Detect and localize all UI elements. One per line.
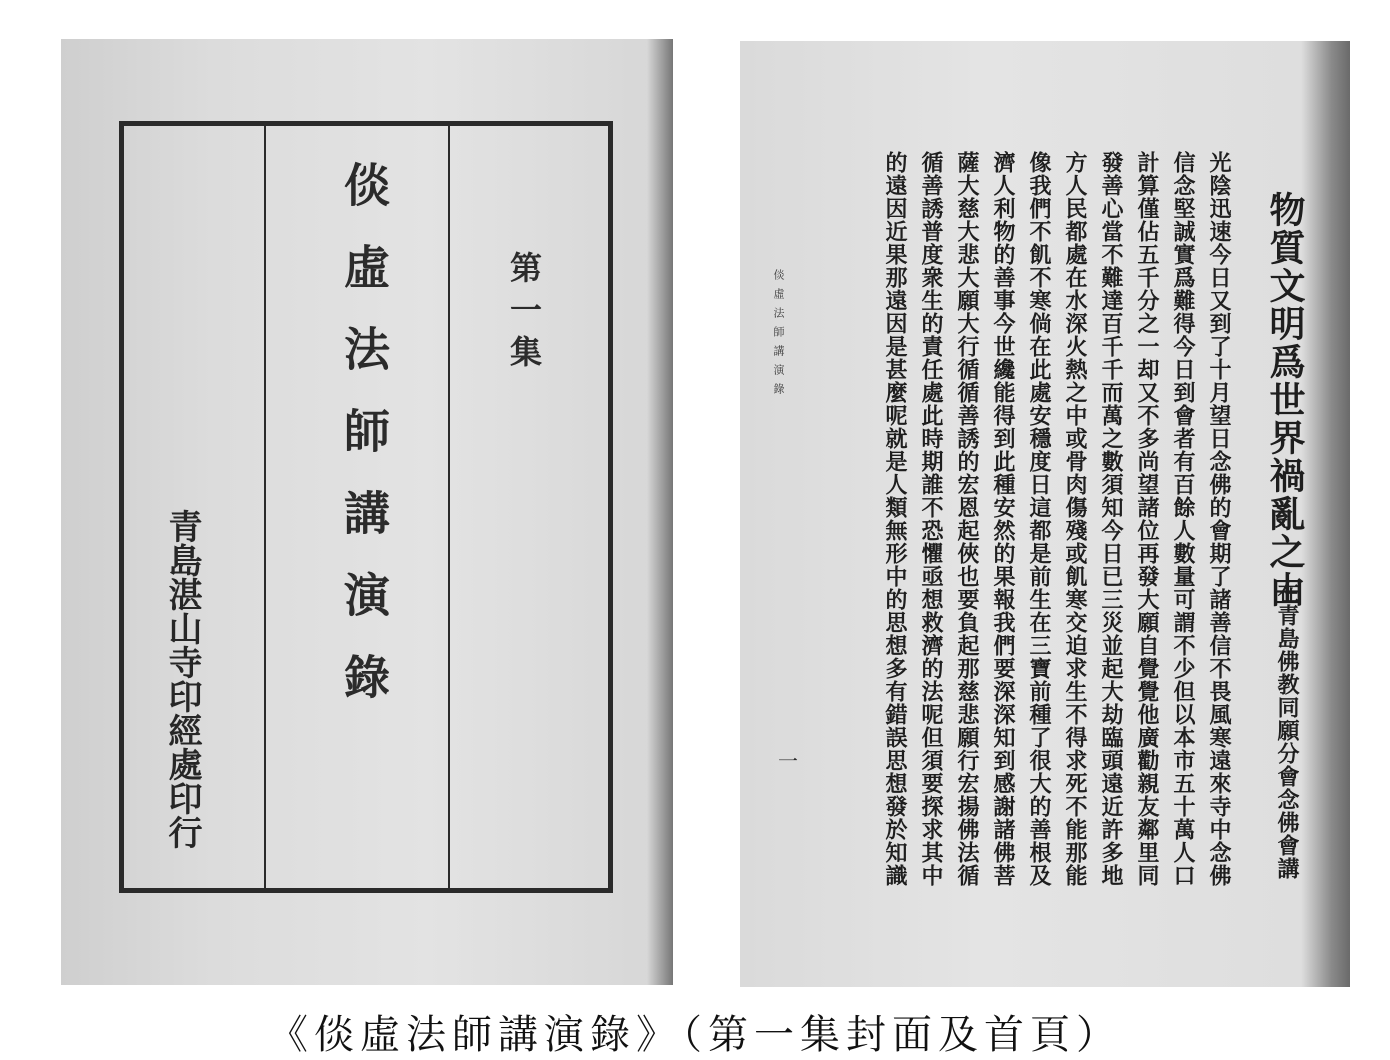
cover-divider-right bbox=[448, 126, 450, 888]
body-column: 信念堅誠實爲難得今日到會者有百餘人數量可謂不少但以本市五十萬人口 bbox=[1170, 151, 1196, 887]
cover-page bbox=[61, 39, 673, 985]
cover-title: 倓虛法師講演錄 bbox=[337, 161, 391, 735]
figure-caption: 《倓虛法師講演錄》（第一集封面及首頁） bbox=[268, 1012, 1122, 1058]
article-heading-subtitle: 在青島佛教同願分會念佛會講 bbox=[1274, 581, 1300, 880]
article-heading: 物質文明爲世界禍亂之由 bbox=[1264, 191, 1306, 609]
body-column: 循善誘普度衆生的責任處此時期誰不恐懼亟想救濟的法呢但須要探求其中 bbox=[918, 151, 944, 887]
body-column: 薩大慈大悲大願大行循循善誘的宏恩起俠也要負起那慈悲願行宏揚佛法循 bbox=[954, 151, 980, 887]
body-column: 濟人利物的善事今世纔能得到此種安然的果報我們要深深知到感謝諸佛菩 bbox=[990, 151, 1016, 887]
cover-divider-left bbox=[264, 126, 266, 888]
body-column: 像我們不飢不寒倘在此處安穩度日這都是前生在三寶前種了很大的善根及 bbox=[1026, 151, 1052, 887]
cover-volume-label: 第一集 bbox=[505, 251, 543, 377]
page-number: 一 bbox=[778, 749, 798, 773]
first-text-page bbox=[740, 41, 1350, 987]
cover-publisher: 青島湛山寺印經處印行 bbox=[162, 509, 202, 849]
running-head: 倓虛法師講演錄 bbox=[772, 269, 785, 402]
body-column: 光陰迅速今日又到了十月望日念佛的會期了諸善信不畏風寒遠來寺中念佛 bbox=[1206, 151, 1232, 887]
body-column: 方人民都處在水深火熱之中或骨肉傷殘或飢寒交迫求生不得求死不能那能 bbox=[1062, 151, 1088, 887]
body-column: 計算僅佔五千分之一却又不多尚望諸位再發大願自覺覺他廣勸親友鄰里同 bbox=[1134, 151, 1160, 887]
body-column: 的遠因近果那遠因是甚麼呢就是人類無形中的思想多有錯誤思想發於知識 bbox=[882, 151, 908, 887]
body-column: 發善心當不難達百千千而萬之數須知今日已三災並起大劫臨頭遠近許多地 bbox=[1098, 151, 1124, 887]
